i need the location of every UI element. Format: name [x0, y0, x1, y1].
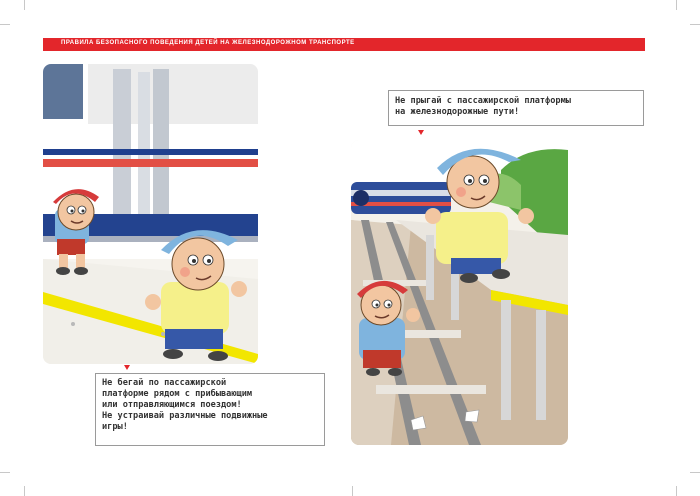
illustration-running-near-train	[43, 64, 258, 364]
caption-line: или отправляющимся поездом!	[102, 400, 242, 410]
caption-line: на железнодорожные пути!	[395, 107, 520, 117]
crop-mark	[690, 472, 700, 473]
warning-pointer-icon	[124, 365, 130, 370]
caption-line: платформе рядом с прибывающим	[102, 389, 253, 399]
crop-mark	[0, 472, 10, 473]
crop-mark	[24, 0, 25, 10]
caption-right	[388, 90, 644, 126]
caption-line: игры!	[102, 422, 128, 432]
crop-mark	[352, 486, 353, 496]
page-title: ПРАВИЛА БЕЗОПАСНОГО ПОВЕДЕНИЯ ДЕТЕЙ НА ЖЕЛЕЗНОДОРОЖНОМ ТРАНСПОРТЕ	[61, 40, 355, 46]
crop-mark	[676, 0, 677, 10]
caption-line: Не устраивай различные подвижные	[102, 411, 268, 421]
caption-left	[95, 373, 325, 446]
illustration-jumping-off-platform	[351, 140, 568, 445]
crop-mark	[676, 486, 677, 496]
header-bar	[43, 38, 645, 51]
caption-line: Не прыгай с пассажирской платформы	[395, 96, 571, 106]
warning-pointer-icon	[418, 130, 424, 135]
crop-mark	[0, 24, 10, 25]
caption-line: Не бегай по пассажирской	[102, 378, 227, 388]
crop-mark	[24, 486, 25, 496]
crop-mark	[690, 24, 700, 25]
